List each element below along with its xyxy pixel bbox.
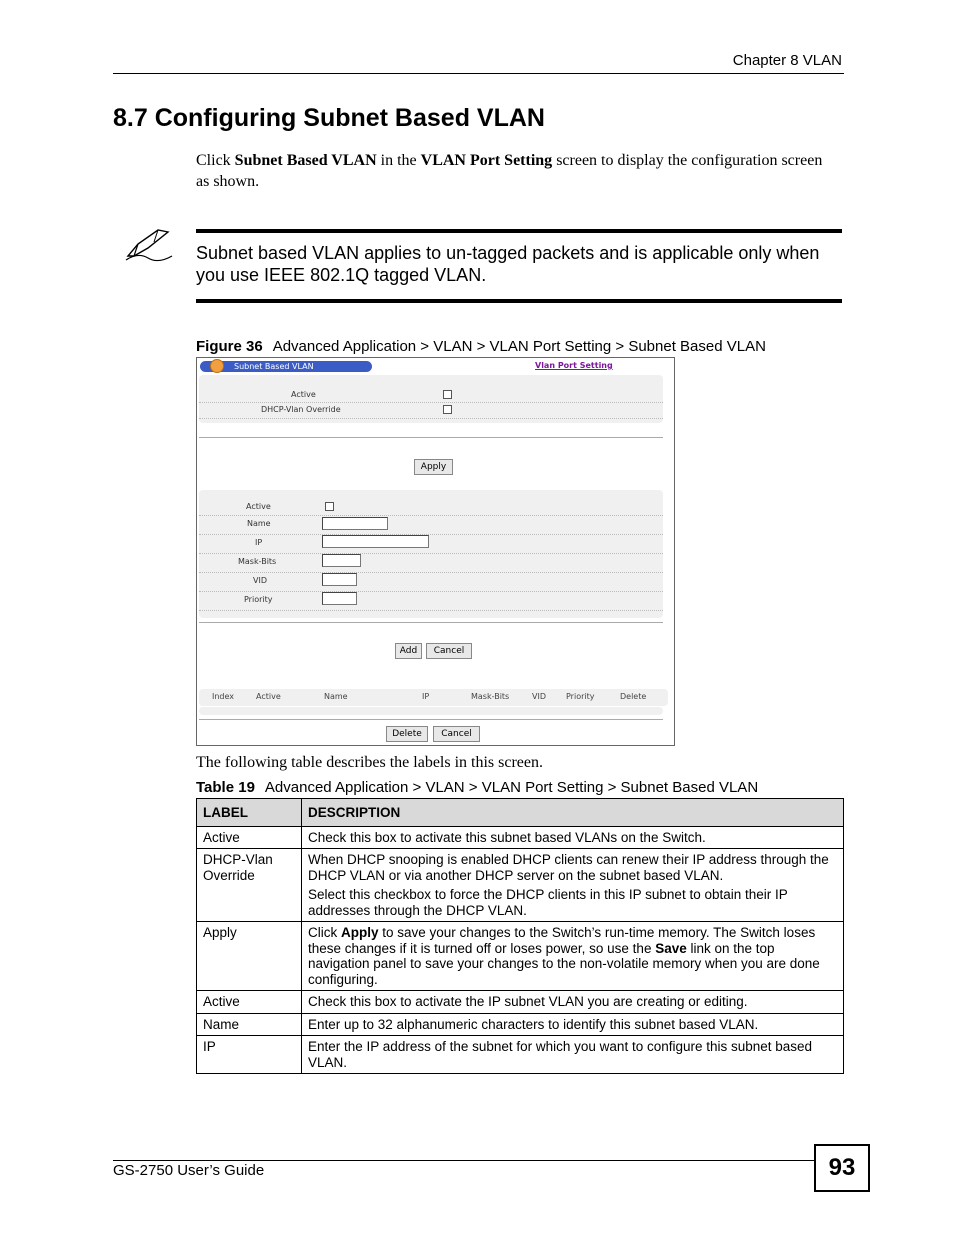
col-mask-bits: Mask-Bits bbox=[471, 692, 510, 701]
subnet-vlan-list-header bbox=[199, 689, 668, 706]
form-name-label: Name bbox=[247, 519, 271, 528]
cancel-delete-button[interactable]: Cancel bbox=[433, 726, 480, 742]
note-bottom-rule bbox=[196, 299, 842, 303]
cancel-button[interactable]: Cancel bbox=[426, 643, 472, 659]
note-top-rule bbox=[196, 229, 842, 233]
footer-rule bbox=[113, 1160, 814, 1161]
col-index: Index bbox=[212, 692, 235, 701]
table-row: Apply Click Apply to save your changes to the Switch’s run-time memory. The Switch loses these changes if it is turned off or loses power, so use the Save link on the top navigation panel to save your changes to the non-volatile memory when you are done configuring. bbox=[197, 922, 844, 991]
col-vid: VID bbox=[532, 692, 546, 701]
description-header: DESCRIPTION bbox=[302, 799, 844, 827]
col-active: Active bbox=[256, 692, 281, 701]
global-active-checkbox[interactable] bbox=[443, 390, 452, 399]
col-name: Name bbox=[324, 692, 348, 701]
tab-orb-icon bbox=[210, 359, 224, 373]
table-row: Name Enter up to 32 alphanumeric characters to identify this subnet based VLAN. bbox=[197, 1013, 844, 1036]
label-header: LABEL bbox=[197, 799, 302, 827]
mask-bits-input[interactable] bbox=[322, 554, 361, 567]
form-active-label: Active bbox=[246, 502, 271, 511]
footer-guide-title: GS-2750 User’s Guide bbox=[113, 1162, 265, 1179]
form-mask-bits-label: Mask-Bits bbox=[238, 557, 277, 566]
table-intro-text: The following table describes the labels in this screen. bbox=[196, 754, 544, 771]
form-priority-label: Priority bbox=[244, 595, 273, 604]
col-delete: Delete bbox=[620, 692, 647, 701]
label-description-table bbox=[196, 798, 844, 1074]
col-ip: IP bbox=[422, 692, 430, 701]
subnet-vlan-screenshot bbox=[196, 357, 675, 746]
table-row: DHCP-Vlan Override When DHCP snooping is enabled DHCP clients can renew their IP address through the DHCP VLAN or via another DHCP server on the subnet based VLAN. Select this checkbox to force the DHCP clients in this IP subnet to obtain their IP addresses through the DHCP VLAN. bbox=[197, 849, 844, 922]
ip-input[interactable] bbox=[322, 535, 429, 548]
priority-input[interactable] bbox=[322, 592, 357, 605]
delete-button[interactable]: Delete bbox=[386, 726, 428, 742]
note-pen-icon bbox=[124, 226, 174, 262]
vlan-port-setting-link[interactable]: Vlan Port Setting bbox=[535, 361, 613, 370]
header-rule bbox=[113, 73, 844, 74]
note-text: Subnet based VLAN applies to un-tagged packets and is applicable only when you use IEEE 802.1Q tagged VLAN. bbox=[196, 243, 820, 285]
col-priority: Priority bbox=[566, 692, 595, 701]
form-ip-label: IP bbox=[255, 538, 263, 547]
page-number: 93 bbox=[814, 1144, 870, 1192]
apply-button[interactable]: Apply bbox=[414, 459, 453, 475]
dhcp-override-checkbox[interactable] bbox=[443, 405, 452, 414]
table-row: IP Enter the IP address of the subnet for which you want to configure this subnet based VLAN. bbox=[197, 1036, 844, 1074]
form-vid-label: VID bbox=[253, 576, 267, 585]
subnet-based-vlan-tab[interactable]: Subnet Based VLAN bbox=[200, 361, 372, 372]
table-row: Active Check this box to activate the IP subnet VLAN you are creating or editing. bbox=[197, 991, 844, 1014]
table-header-row bbox=[197, 799, 844, 827]
name-input[interactable] bbox=[322, 517, 388, 530]
figure-caption: Figure 36 Advanced Application > VLAN > VLAN Port Setting > Subnet Based VLAN bbox=[196, 338, 766, 355]
add-button[interactable]: Add bbox=[395, 643, 422, 659]
vid-input[interactable] bbox=[322, 573, 357, 586]
global-active-label: Active bbox=[291, 390, 316, 399]
section-title: 8.7 Configuring Subnet Based VLAN bbox=[113, 104, 545, 132]
table-caption: Table 19 Advanced Application > VLAN > VLAN Port Setting > Subnet Based VLAN bbox=[196, 779, 759, 796]
intro-paragraph: Click Subnet Based VLAN in the VLAN Port Setting screen to display the configuration screen as shown. bbox=[196, 152, 823, 190]
table-row: Active Check this box to activate this subnet based VLANs on the Switch. bbox=[197, 826, 844, 849]
chapter-header: Chapter 8 VLAN bbox=[732, 52, 842, 69]
form-active-checkbox[interactable] bbox=[325, 502, 334, 511]
dhcp-override-label: DHCP-Vlan Override bbox=[261, 405, 341, 414]
